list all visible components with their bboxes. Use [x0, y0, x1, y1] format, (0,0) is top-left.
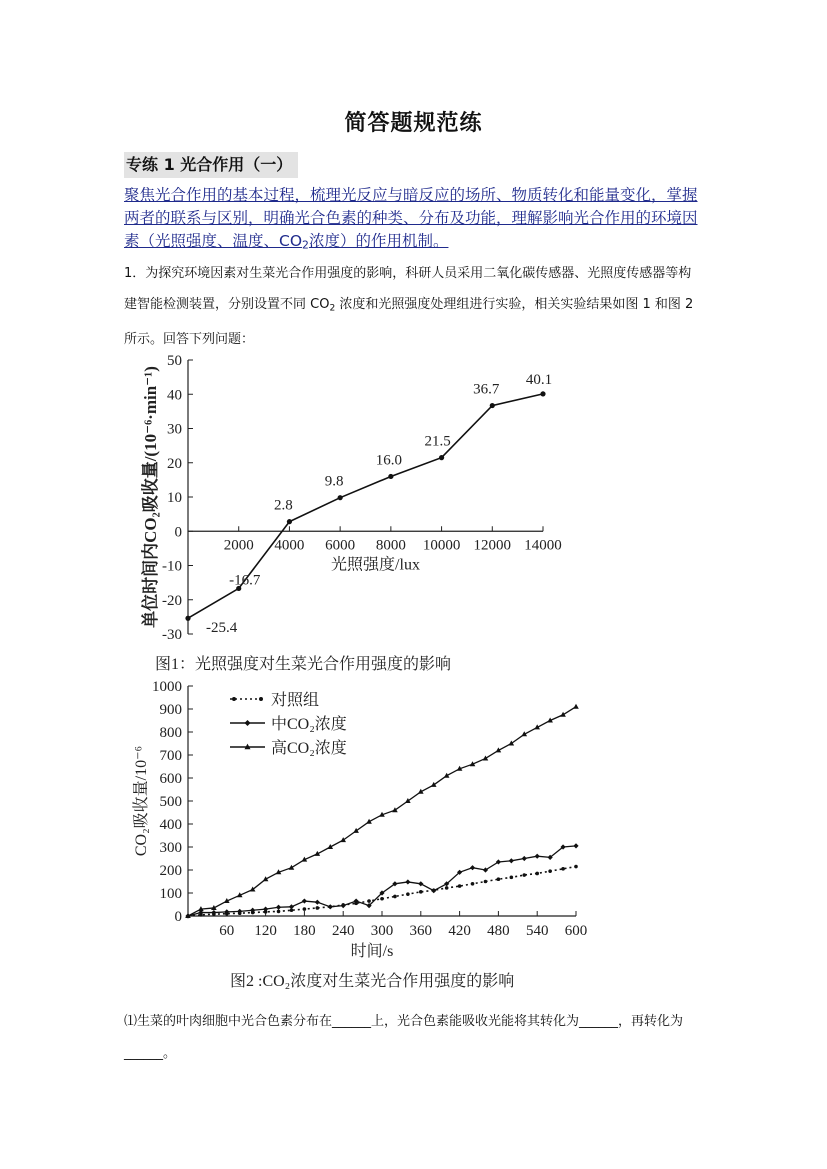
data-point [439, 455, 444, 460]
data-point [287, 519, 292, 524]
data-point [535, 854, 540, 859]
x-tick-label: 420 [448, 923, 471, 939]
y-tick-label: 30 [167, 421, 182, 438]
data-point [185, 616, 190, 621]
x-tick-label: 600 [564, 923, 588, 939]
data-point [573, 843, 578, 848]
x-tick-label: 10000 [422, 537, 461, 554]
data-point [380, 897, 384, 901]
data-label: 36.7 [473, 381, 500, 398]
data-point [522, 873, 526, 877]
x-tick-label: 60 [219, 923, 235, 939]
data-point [338, 495, 343, 500]
y-tick-label: 1000 [152, 679, 182, 695]
y-tick-label: 0 [174, 524, 182, 541]
data-point [316, 906, 320, 910]
x-tick-label: 2000 [223, 537, 254, 554]
data-point [341, 903, 346, 908]
data-point [277, 910, 281, 914]
y-tick-label: 50 [167, 353, 182, 369]
data-point [419, 890, 423, 894]
y-tick-label: 100 [159, 886, 182, 902]
data-point [509, 858, 514, 863]
y-tick-label: -20 [162, 592, 182, 609]
data-point [418, 881, 423, 886]
data-point [561, 867, 565, 871]
data-point [573, 704, 579, 709]
data-label: 9.8 [324, 473, 344, 490]
data-label: -16.7 [229, 572, 261, 589]
y-axis-label: CO₂吸收量/10⁻⁶ [133, 745, 150, 857]
focus-text-subscript: 2 [302, 238, 309, 252]
figure-1-chart [120, 348, 580, 648]
data-point [392, 807, 398, 812]
focus-text-part2: 浓度）的作用机制。 [308, 232, 449, 250]
data-point [431, 782, 437, 787]
data-point [535, 872, 539, 876]
data-point [211, 910, 216, 915]
y-tick-label: 200 [159, 863, 182, 879]
legend-label-2: 中CO₂浓度 [271, 716, 347, 733]
x-tick-label: 360 [409, 923, 433, 939]
x-tick-label: 120 [254, 923, 277, 939]
figure-2-chart [120, 676, 600, 968]
legend-label-1: 对照组 [271, 692, 320, 709]
legend-marker [259, 697, 263, 701]
data-point [315, 900, 320, 905]
data-label: -25.4 [206, 620, 238, 637]
y-tick-label: 40 [167, 387, 182, 404]
legend-marker [232, 697, 236, 701]
data-point [484, 880, 488, 884]
data-label: 40.1 [525, 371, 553, 388]
question-text-part1: 1．为探究环境因素对生菜光合作用强度的影响，科研人员采用二氧化碳传感器、光照度传感器等构建智能检测装置，分别设置不同 CO [124, 266, 692, 312]
legend-label-3: 高CO₂浓度 [271, 740, 347, 757]
data-point [574, 865, 578, 869]
x-tick-label: 8000 [375, 537, 406, 554]
data-point [548, 869, 552, 873]
y-tick-label: 900 [159, 702, 182, 718]
data-point [540, 391, 545, 396]
y-tick-label: 700 [159, 748, 182, 764]
legend-marker [245, 720, 251, 726]
data-point [263, 907, 268, 912]
data-label: 2.8 [274, 497, 293, 514]
x-tick-label: 240 [331, 923, 355, 939]
data-point [302, 898, 307, 903]
x-tick-label: 12000 [473, 537, 512, 554]
data-point [328, 904, 333, 909]
focus-text-part1: 聚焦光合作用的基本过程，梳理光反应与暗反应的场所、物质转化和能量变化，掌握两者的联系与区别，明确光合色素的种类、分布及功能，理解影响光合作用的环境因素（光照强度、温度、CO [124, 186, 698, 250]
y-tick-label: -10 [162, 558, 182, 575]
x-axis-label: 时间/s [350, 943, 394, 960]
x-tick-label: 4000 [274, 537, 305, 554]
data-label: 16.0 [375, 452, 402, 469]
y-tick-label: 500 [159, 794, 182, 810]
data-point [509, 741, 515, 746]
x-tick-label: 300 [370, 923, 394, 939]
data-point [490, 403, 495, 408]
data-point [405, 798, 411, 803]
y-tick-label: 400 [159, 817, 182, 833]
series-line-3 [188, 707, 576, 916]
data-point [431, 888, 436, 893]
data-point [388, 474, 393, 479]
data-point [510, 876, 514, 880]
data-point [522, 856, 527, 861]
x-axis-label: 光照强度/lux [331, 556, 420, 574]
y-tick-label: 20 [167, 455, 182, 472]
sub-question-1: ⑴生菜的叶肉细胞中光合色素分布在______上，光合色素能吸收光能将其转化为______，再转化为______。 [124, 1014, 684, 1061]
data-point [276, 905, 281, 910]
y-tick-label: 600 [159, 771, 182, 787]
data-point [353, 828, 359, 833]
y-tick-label: 800 [159, 725, 182, 741]
figure-2-caption: 图2 :CO₂浓度对生菜光合作用强度的影响 [230, 973, 515, 990]
x-tick-label: 180 [293, 923, 316, 939]
data-point [367, 899, 371, 903]
focus-paragraph [124, 184, 704, 257]
y-tick-label: 10 [167, 490, 182, 506]
section-heading: 专练 1 光合作用（一） [124, 152, 298, 178]
data-point [289, 904, 294, 909]
data-point [393, 895, 397, 899]
data-point [340, 837, 346, 842]
data-point [497, 877, 501, 881]
page-title: 简答题规范练 [344, 110, 483, 136]
data-point [458, 884, 462, 888]
figure-1-caption: 图1：光照强度对生菜光合作用强度的影响 [155, 656, 452, 673]
data-label: 21.5 [424, 433, 451, 450]
x-tick-label: 480 [487, 923, 510, 939]
series-line-2 [188, 846, 576, 916]
y-axis-label: 单位时间内CO₂吸收量/(10⁻⁶·min⁻¹) [141, 366, 160, 628]
y-tick-label: 300 [159, 840, 182, 856]
question-text-part2: 浓度和光照强度处理组进行实验，相关实验结果如图 1 和图 2 所示。回答下列问题： [124, 297, 694, 348]
data-point [470, 865, 475, 870]
y-tick-label: 0 [174, 909, 182, 925]
x-tick-label: 6000 [325, 537, 356, 554]
data-point [445, 886, 449, 890]
data-point [405, 879, 410, 884]
question-text-subscript: 2 [329, 303, 336, 314]
y-tick-label: -30 [162, 627, 182, 643]
data-point [406, 892, 410, 896]
data-point [303, 907, 307, 911]
x-tick-label: 14000 [524, 537, 562, 554]
data-point [471, 882, 475, 886]
question-paragraph [124, 258, 704, 355]
x-tick-label: 540 [525, 923, 549, 939]
